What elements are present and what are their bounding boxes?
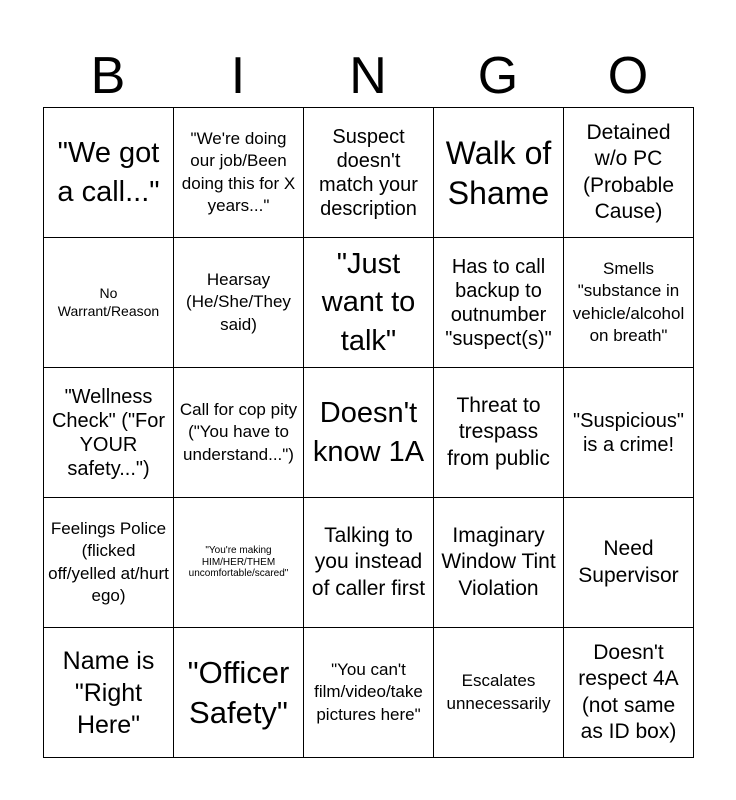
cell-text: "Suspicious" is a crime!: [573, 409, 684, 456]
cell-text: "We got a call...": [57, 136, 160, 208]
bingo-cell-r4-c1[interactable]: [44, 498, 174, 628]
bingo-board: [43, 107, 694, 758]
cell-text: Suspect doesn't match your description: [319, 125, 418, 220]
cell-text: Threat to trespass from public: [447, 394, 550, 470]
bingo-cell-r4-c3[interactable]: [304, 498, 434, 628]
bingo-cell-r5-c2[interactable]: [174, 628, 304, 758]
header-letter-o: O: [607, 47, 649, 105]
bingo-cell-r4-c5[interactable]: [564, 498, 694, 628]
bingo-cell-r3-c2[interactable]: [174, 368, 304, 498]
cell-text: Feelings Police (flicked off/yelled at/hurt ego): [48, 519, 169, 605]
cell-text: Smells "substance in vehicle/alcohol on breath": [572, 259, 685, 345]
bingo-cell-r3-c4[interactable]: [434, 368, 564, 498]
bingo-cell-r1-c3[interactable]: [304, 108, 434, 238]
cell-text: No Warrant/Reason: [57, 285, 160, 319]
cell-text: "Just want to talk": [321, 247, 416, 357]
bingo-cell-r5-c5[interactable]: [564, 628, 694, 758]
bingo-cell-r5-c3[interactable]: [304, 628, 434, 758]
cell-text: Walk of Shame: [445, 134, 552, 211]
cell-text: Doesn't respect 4A (not same as ID box): [578, 641, 679, 743]
cell-text: Talking to you instead of caller first: [311, 524, 426, 600]
cell-text: Detained w/o PC (Probable Cause): [582, 121, 675, 223]
header-letter-b: B: [90, 47, 126, 105]
bingo-cell-r1-c4[interactable]: [434, 108, 564, 238]
bingo-cell-r3-c5[interactable]: [564, 368, 694, 498]
cell-text: Call for cop pity ("You have to understand..."): [179, 400, 298, 464]
cell-text: Imaginary Window Tint Violation: [441, 524, 556, 600]
bingo-cell-r1-c2[interactable]: [174, 108, 304, 238]
bingo-cell-r5-c4[interactable]: [434, 628, 564, 758]
cell-text: "Officer Safety": [187, 655, 290, 730]
bingo-cell-r2-c3[interactable]: [304, 238, 434, 368]
bingo-cell-r2-c5[interactable]: [564, 238, 694, 368]
bingo-cell-r2-c4[interactable]: [434, 238, 564, 368]
cell-text: Escalates unnecessarily: [446, 671, 551, 713]
bingo-cell-r4-c4[interactable]: [434, 498, 564, 628]
bingo-cell-r2-c1[interactable]: [44, 238, 174, 368]
bingo-cell-r1-c1[interactable]: [44, 108, 174, 238]
cell-text: Has to call backup to outnumber "suspect(s)": [445, 255, 552, 350]
bingo-cell-r2-c2[interactable]: [174, 238, 304, 368]
bingo-header: [43, 46, 693, 106]
cell-text: "You're making HIM/HER/THEM uncomfortable/scared": [188, 544, 289, 580]
cell-text: "You can't film/video/take pictures here": [314, 660, 423, 724]
bingo-cell-r4-c2[interactable]: [174, 498, 304, 628]
header-letter-g: G: [477, 47, 519, 105]
cell-text: Hearsay (He/She/They said): [186, 270, 291, 334]
bingo-cell-r3-c3[interactable]: [304, 368, 434, 498]
bingo-cell-r1-c5[interactable]: [564, 108, 694, 238]
bingo-cell-r5-c1[interactable]: [44, 628, 174, 758]
header-letter-n: N: [349, 47, 387, 105]
cell-text: "Wellness Check" ("For YOUR safety..."): [51, 385, 166, 480]
cell-text: Need Supervisor: [578, 537, 679, 587]
bingo-cell-r3-c1[interactable]: [44, 368, 174, 498]
header-letter-i: I: [230, 47, 246, 105]
cell-text: Doesn't know 1A: [312, 396, 425, 468]
cell-text: Name is "Right Here": [62, 646, 155, 739]
cell-text: "We're doing our job/Been doing this for X years...": [181, 129, 296, 215]
